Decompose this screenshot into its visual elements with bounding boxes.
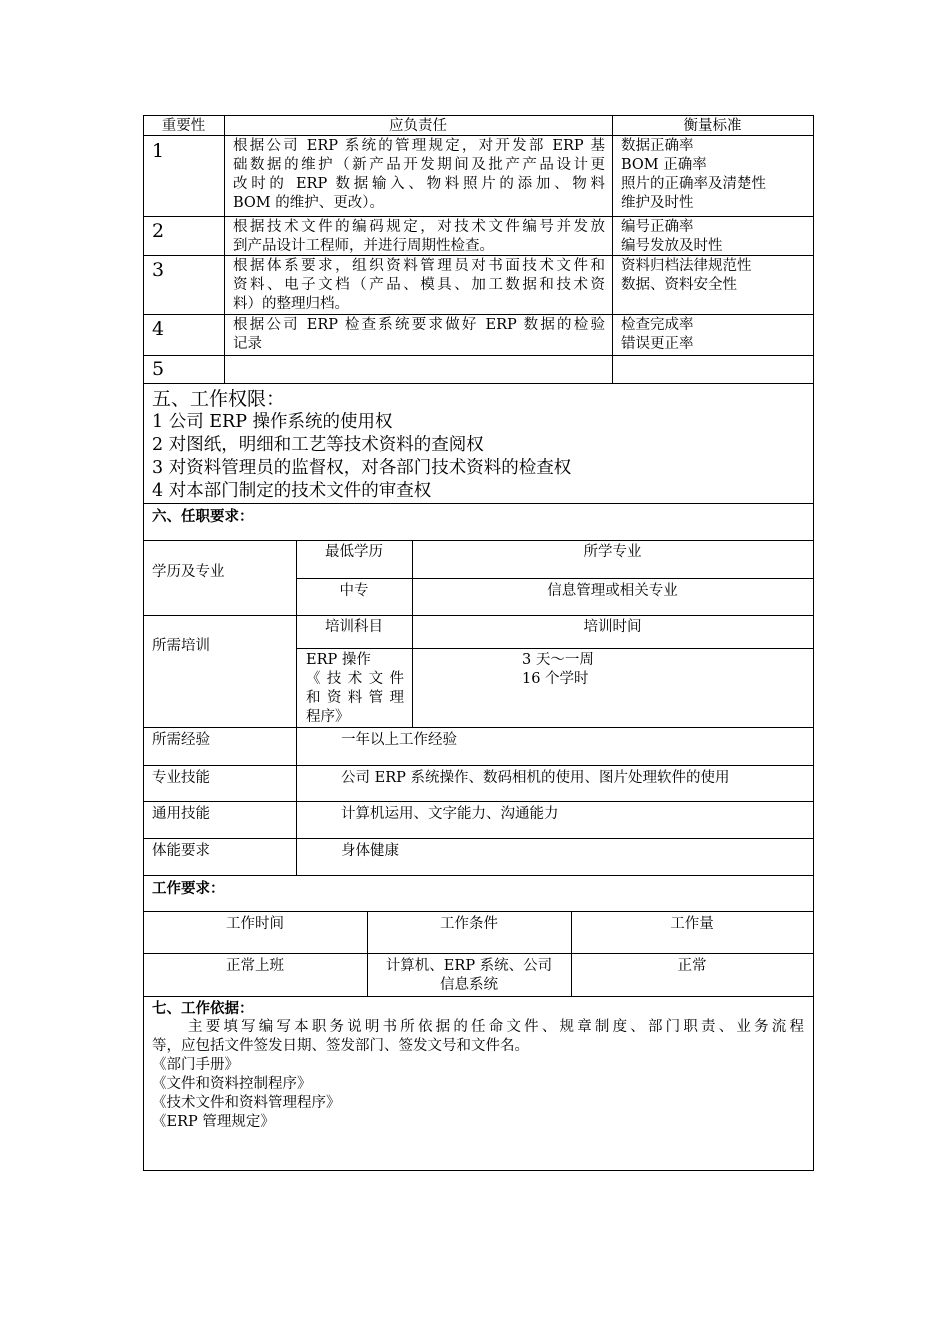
experience-label: 所需经验: [152, 732, 210, 748]
section-title-basis: 七、工作依据：: [152, 1000, 254, 1017]
basis-doc-list: [152, 1056, 341, 1132]
duty-text: 根据技术文件的编码规定，对技术文件编号并发放 到产品设计工程师，并进行周期性检查。: [233, 219, 605, 254]
training-col1-header: 培训科目: [325, 619, 383, 635]
list-item: 《技术文件和资料管理程序》: [152, 1095, 341, 1111]
list-item: 1 公司 ERP 操作系统的使用权: [152, 412, 393, 432]
basis-intro: 主要填写编写本职务说明书所依据的任命文件、规章制度、部门职责、业务流程 等，应包括文件签发日期、签发部门、签发文号和文件名。: [152, 1019, 804, 1054]
row-number: 4: [152, 318, 165, 340]
duty-text: 根据公司 ERP 检查系统要求做好 ERP 数据的检验 记录: [233, 317, 605, 352]
authority-list: [152, 411, 571, 503]
training-col2-header: 培训时间: [583, 619, 642, 635]
education-col1-header: 最低学历: [325, 544, 383, 560]
training-subject: ERP 操作 《技术文件 和资料管理 程序》: [306, 652, 404, 725]
standard-text: 检查完成率 错误更正率: [621, 317, 694, 352]
education-col2-header: 所学专业: [583, 544, 642, 560]
standard-text: 资料归档法律规范性 数据、资料安全性: [621, 258, 752, 293]
workload-header: 工作量: [670, 916, 714, 932]
training-time: 3 天～一周 16 个学时: [522, 652, 594, 687]
work-condition-header: 工作条件: [440, 916, 498, 932]
workload-value: 正常: [677, 958, 707, 974]
section-title-work-requirements: 工作要求：: [152, 880, 225, 897]
list-item: 《ERP 管理规定》: [152, 1114, 275, 1130]
row-number: 1: [152, 140, 165, 162]
header-duty: 应负责任: [389, 118, 447, 134]
general-skills-label: 通用技能: [152, 806, 210, 822]
physical-value: 身体健康: [341, 843, 399, 859]
header-standard: 衡量标准: [683, 118, 742, 134]
education-label: 学历及专业: [152, 564, 225, 580]
row-number: 2: [152, 220, 165, 242]
list-item: 4 对本部门制定的技术文件的审查权: [152, 481, 432, 501]
work-condition-value: 计算机、ERP 系统、公司 信息系统: [385, 958, 553, 993]
duty-text: 根据公司 ERP 系统的管理规定，对开发部 ERP 基 础数据的维护（新产品开发期间及批产产品设计更 改时的 ERP 数据输入、物料照片的添加、物料 BOM 的维护、更改）。: [233, 138, 605, 211]
section-title-qualification: 六、任职要求：: [152, 508, 254, 525]
physical-label: 体能要求: [152, 843, 210, 859]
education-major-value: 信息管理或相关专业: [547, 583, 678, 599]
professional-skills-value: 公司 ERP 系统操作、数码相机的使用、图片处理软件的使用: [341, 770, 730, 786]
list-item: 《部门手册》: [152, 1057, 239, 1073]
training-label: 所需培训: [152, 638, 210, 654]
row-number: 5: [152, 358, 165, 380]
work-time-header: 工作时间: [226, 916, 284, 932]
standard-text: 数据正确率 BOM 正确率 照片的正确率及清楚性 维护及时性: [621, 138, 766, 211]
general-skills-value: 计算机运用、文字能力、沟通能力: [341, 806, 559, 822]
education-min-value: 中专: [339, 583, 369, 599]
experience-value: 一年以上工作经验: [341, 732, 457, 748]
header-importance: 重要性: [161, 118, 206, 134]
list-item: 《文件和资料控制程序》: [152, 1076, 312, 1092]
standard-text: 编号正确率 编号发放及时性: [621, 219, 723, 254]
professional-skills-label: 专业技能: [152, 770, 210, 786]
duty-text: 根据体系要求，组织资料管理员对书面技术文件和 资料、电子文档（产品、模具、加工数据和技术资 料）的整理归档。: [233, 258, 605, 312]
work-time-value: 正常上班: [226, 958, 284, 974]
list-item: 2 对图纸，明细和工艺等技术资料的查阅权: [152, 435, 484, 455]
row-number: 3: [152, 259, 165, 281]
section-title-authority: 五、工作权限：: [152, 388, 286, 410]
list-item: 3 对资料管理员的监督权，对各部门技术资料的检查权: [152, 458, 572, 478]
